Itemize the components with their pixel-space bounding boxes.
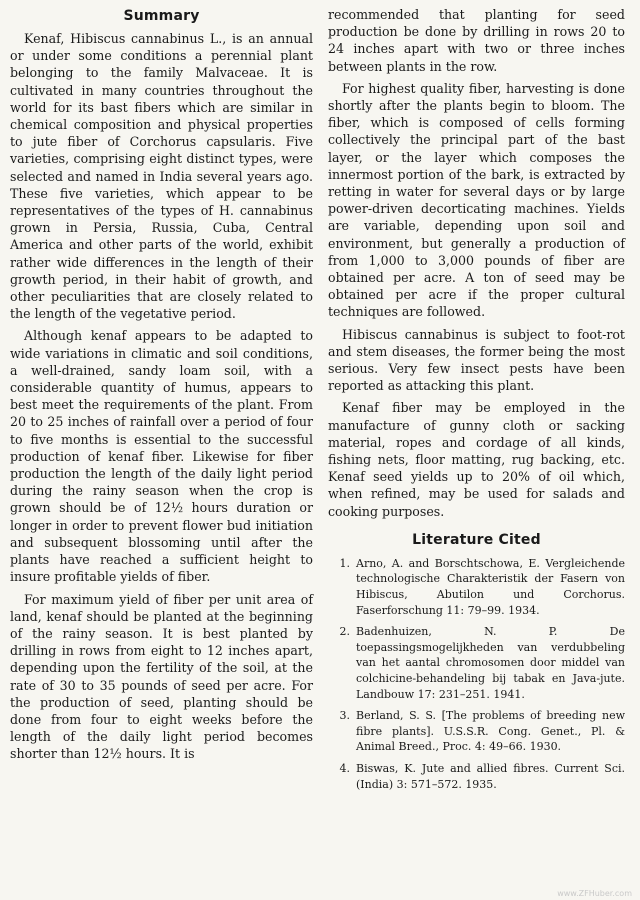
literature-cited-heading: Literature Cited	[412, 531, 541, 548]
reference-item	[328, 624, 625, 702]
summary-paragraph-2: Although kenaf appears to be adapted to wide variations in climatic and soil conditions, a well-drained, sandy loam soil, with a considerable quantity of humus, appears to best meet the requirements of the plant. From 20 to 25 inches of rainfall over a period of four to five months is essential to the successful production of kenaf fiber. Likewise for fiber production the length of the daily light period during the rainy season when the crop is grown should be of 12½ hours duration or longer in order to prevent flower bud initiation and subsequent blossoming until after the plants have reached a sufficient height to insure profitable yields of fiber.	[10, 328, 313, 585]
watermark: www.ZFHuber.com	[557, 889, 632, 898]
summary-paragraph-4: For highest quality fiber, harvesting is done shortly after the plants begin to bloom. The fiber, which is composed of cells forming collectively the principal part of the bast layer, or the layer which composes the innermost portion of the bark, is extracted by retting in water for several days or by large power-driven decorticating machines. Yields are variable, depending upon soil and environment, but generally a production of from 1,000 to 3,000 pounds of fiber are obtained per acre. A ton of seed may be obtained per acre if the proper cultural techniques are followed.	[328, 80, 625, 320]
reference-item	[328, 556, 625, 618]
reference-number: 1.	[339, 556, 350, 570]
reference-text: Arno, A. and Borschtschowa, E. Vergleichende technologische Charakteristik der Fasern von Hibiscus, Abutilon und Corchorus. Faserforschung 11: 79–99. 1934.	[356, 556, 625, 617]
reference-number: 4.	[339, 762, 350, 776]
reference-list	[328, 556, 625, 792]
summary-paragraph-1: Kenaf, Hibiscus cannabinus L., is an annual or under some conditions a perennial plant belonging to the family Malvaceae. It is cultivated in many countries throughout the world for its bast fibers which are similar in chemical composition and physical properties to jute fiber of Corchorus capsularis. Five varieties, comprising eight distinct types, were selected and named in India several years ago. These five varieties, which appear to be representatives of the types of H. cannabinus grown in Persia, Russia, Cuba, Central America and other parts of the world, exhibit rather wide differences in the length of their growth period, in their habit of growth, and other peculiarities that are closely related to the length of the vegetative period.	[10, 31, 313, 322]
reference-number: 2.	[339, 625, 350, 639]
summary-paragraph-3-continued: recommended that planting for seed production be done by drilling in rows 20 to 24 inches apart with two or three inches between plants in the row.	[328, 7, 625, 74]
reference-text: Badenhuizen, N. P. De toepassingsmogelijkheden van verdubbeling van het aantal chromosomen door middel van colchicine-behandeling bij tabak en Java-jute. Landbouw 17: 231–251. 1941.	[356, 625, 625, 701]
right-column	[328, 6, 625, 798]
summary-paragraph-6: Kenaf fiber may be employed in the manufacture of gunny cloth or sacking material, ropes and cordage of all kinds, fishing nets, floor matting, rug backing, etc. Kenaf seed yields up to 20% of oil which, when refined, may be used for salads and cooking purposes.	[328, 400, 625, 519]
reference-number: 3.	[339, 709, 350, 723]
reference-text: Biswas, K. Jute and allied fibres. Current Sci. (India) 3: 571–572. 1935.	[356, 762, 625, 791]
reference-text: Berland, S. S. [The problems of breeding new fibre plants]. U.S.S.R. Cong. Genet., Pl. & Animal Breed., Proc. 4: 49–66. 1930.	[356, 709, 625, 754]
left-column	[10, 6, 313, 763]
summary-heading: Summary	[123, 8, 200, 24]
reference-item	[328, 708, 625, 755]
summary-paragraph-3: For maximum yield of fiber per unit area of land, kenaf should be planted at the beginning of the rainy season. It is best planted by drilling in rows from eight to 12 inches apart, depending upon the fertility of the soil, at the rate of 30 to 35 pounds of seed per acre. For the production of seed, planting should be done from four to eight weeks before the length of the daily light period becomes shorter than 12½ hours. It is	[10, 591, 313, 762]
summary-paragraph-5: Hibiscus cannabinus is subject to foot-rot and stem diseases, the former being the most serious. Very few insect pests have been reported as attacking this plant.	[328, 326, 625, 394]
reference-item	[328, 761, 625, 792]
